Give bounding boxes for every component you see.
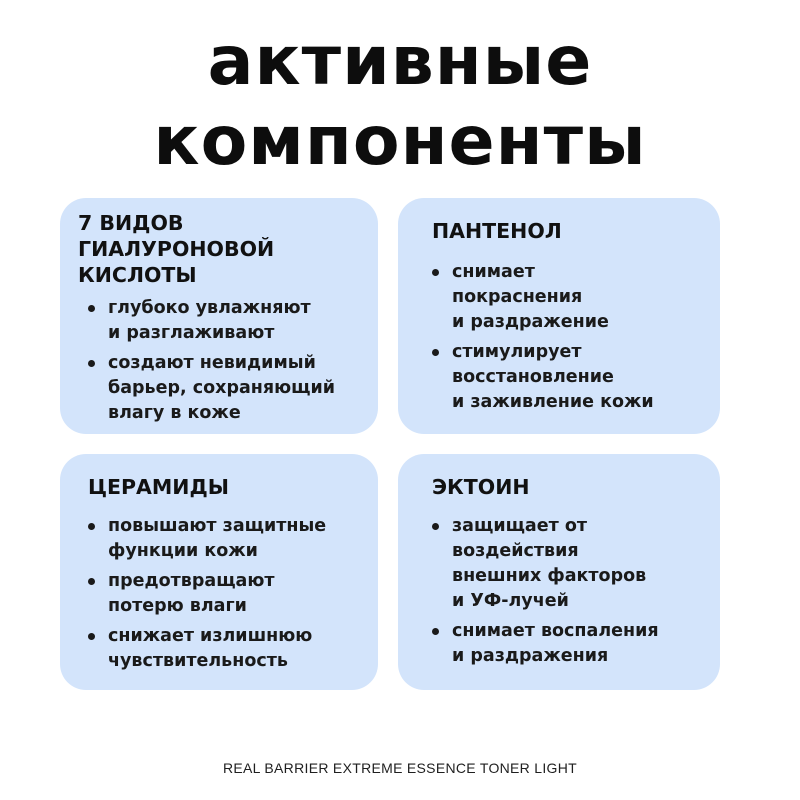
- card-title: ЭКТОИН: [432, 475, 530, 499]
- title-line-1: активные: [207, 22, 593, 101]
- bullet-item: [86, 514, 326, 564]
- bullet-list: [86, 514, 326, 679]
- card-panthenol: [398, 198, 720, 434]
- bullet-text: стимулирует восстановление и заживление кожи: [452, 342, 654, 412]
- bullet-text: глубоко увлажняют и разглаживают: [108, 298, 311, 343]
- bullet-item: [86, 624, 326, 674]
- bullet-dot-icon: [432, 628, 439, 635]
- bullet-list: [430, 260, 654, 420]
- bullet-item: [430, 340, 654, 415]
- bullet-text: снимает покраснения и раздражение: [452, 262, 609, 332]
- bullet-dot-icon: [432, 523, 439, 530]
- bullet-dot-icon: [88, 305, 95, 312]
- bullet-item: [86, 351, 335, 426]
- bullet-list: [430, 514, 659, 674]
- bullet-list: [86, 296, 335, 431]
- bullet-dot-icon: [88, 523, 95, 530]
- card-title: 7 ВИДОВ ГИАЛУРОНОВОЙ КИСЛОТЫ: [78, 211, 275, 287]
- bullet-item: [86, 296, 335, 346]
- title-line-2: компоненты: [153, 102, 647, 181]
- bullet-item: [430, 514, 659, 614]
- bullet-item: [430, 619, 659, 669]
- card-hyaluronic-acid: [60, 198, 378, 434]
- bullet-dot-icon: [88, 360, 95, 367]
- bullet-text: повышают защитные функции кожи: [108, 516, 327, 561]
- bullet-dot-icon: [432, 349, 439, 356]
- bullet-dot-icon: [88, 633, 95, 640]
- card-ectoin: [398, 454, 720, 690]
- bullet-text: создают невидимый барьер, сохраняющий влагу в коже: [108, 353, 335, 423]
- bullet-text: защищает от воздействия внешних факторов и УФ-лучей: [452, 516, 647, 611]
- card-ceramides: [60, 454, 378, 690]
- bullet-dot-icon: [88, 578, 95, 585]
- card-title: ПАНТЕНОЛ: [432, 219, 562, 243]
- bullet-dot-icon: [432, 269, 439, 276]
- bullet-text: предотвращают потерю влаги: [108, 571, 275, 616]
- card-title: ЦЕРАМИДЫ: [88, 475, 229, 499]
- bullet-text: снижает излишнюю чувствительность: [108, 626, 313, 671]
- bullet-item: [430, 260, 654, 335]
- bullet-text: снимает воспаления и раздражения: [452, 621, 659, 666]
- product-name-footer: REAL BARRIER EXTREME ESSENCE TONER LIGHT: [222, 760, 578, 776]
- bullet-item: [86, 569, 326, 619]
